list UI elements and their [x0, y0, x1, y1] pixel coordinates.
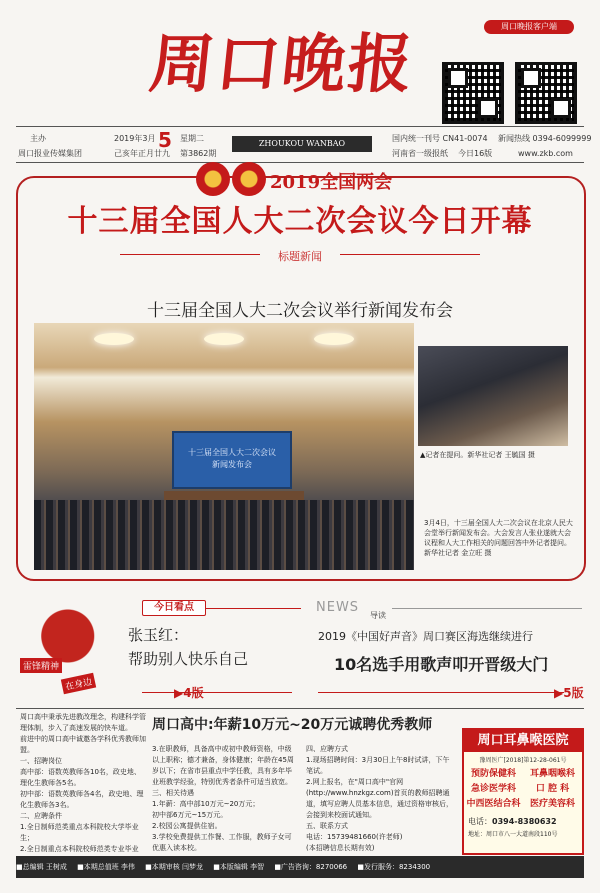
- date-day: 5: [158, 128, 172, 152]
- pages: 今日16版: [458, 149, 493, 158]
- footer-item: ■发行服务：8234300: [357, 863, 431, 871]
- ad-text: 电话：15739481660(许老师): [306, 833, 403, 841]
- ad-text: 周口高中秉承先进教改理念，构建科学管理体制，步入了高速发展的快车道。: [20, 713, 146, 732]
- ad-text: 三、相关待遇: [152, 789, 194, 797]
- qr-code-icon[interactable]: [515, 62, 577, 124]
- hospital-ad[interactable]: [462, 728, 584, 855]
- today-page-ref[interactable]: [174, 684, 204, 701]
- ad-text: 一、招聘岗位: [20, 757, 62, 765]
- ad-text: 初中部：语数英教师各4名，政史地、理化生教师各3名。: [20, 790, 144, 809]
- ad-headline[interactable]: 周口高中:年薪10万元~20万元诚聘优秀教师: [152, 717, 433, 733]
- hospital-name: 周口耳鼻喉医院: [464, 730, 582, 752]
- reporter-photo[interactable]: [418, 346, 568, 446]
- footer-item: ■广告咨询：8270066: [274, 863, 348, 871]
- screen-line: 十三届全国人大二次会议: [188, 448, 276, 457]
- service-item: 急诊医学科: [470, 784, 516, 794]
- press-conference-photo[interactable]: [34, 323, 414, 570]
- ad-text: 2.校园公寓提供住宿。: [152, 822, 222, 830]
- today-box: 今日看点: [142, 600, 206, 616]
- ad-column-2: [152, 744, 298, 854]
- issue-number: 第3862期: [180, 149, 217, 158]
- footer: [16, 856, 584, 878]
- page-ref-text: 4版: [183, 686, 204, 700]
- weekday: 星期二: [180, 134, 204, 143]
- footer-item: ■本期审核 闫梦龙: [145, 863, 203, 871]
- sponsor-label: 主办: [30, 134, 46, 143]
- ad-text: 1.现场招聘时间：3月30日上午8时试讲，下午笔试。: [306, 756, 450, 775]
- news-line-2[interactable]: 10名选手用歌声叩开晋级大门: [334, 655, 549, 674]
- headline[interactable]: 十三届全国人大二次会议今日开幕: [67, 204, 533, 239]
- date-year-month: 2019年3月: [114, 134, 156, 143]
- party-emblem-icon: [232, 162, 266, 196]
- ad-text: 3.学校免费提供工作餐、工作服，教师子女可优惠入读本校。: [152, 833, 292, 852]
- ad-text: 1.全日制师范类重点本科院校大学毕业生；: [20, 823, 139, 842]
- ad-text: 1.年薪：高中部10万元~20万元；: [152, 800, 260, 808]
- figure-sub: 在身边: [61, 673, 96, 695]
- phone-number[interactable]: 0394-8380632: [492, 817, 557, 826]
- service-item: 预防保健科: [470, 769, 516, 779]
- sponsor: 周口报业传媒集团: [18, 149, 82, 158]
- news-label: NEWS: [316, 600, 360, 615]
- lead-subhead[interactable]: 十三届全国人大二次会议举行新闻发布会: [147, 301, 453, 321]
- phone-label: 电话：: [468, 817, 492, 826]
- page-ref-text: 5版: [563, 686, 584, 700]
- arrow-right-icon: ▶: [554, 686, 564, 700]
- hotline: 新闻热线 0394-6099999: [498, 134, 592, 143]
- news-sub: 导读: [370, 611, 386, 620]
- ad-text: 3.在职教师，具备高中或初中教师资格，中级以上职称；德才兼备，身体健康；年龄在45周岁以下；在省市县重点中学任教，具有多年毕业班教学经验，特别优秀者条件可适当放宽。: [152, 745, 294, 786]
- ad-text: 高中部：语数英教师各10名，政史地、理化生教师各5名。: [20, 768, 141, 787]
- figure-tag: 雷锋精神: [20, 658, 62, 673]
- ad-text: 二、应聘条件: [20, 812, 62, 820]
- headline-tag: 标题新闻: [278, 250, 322, 263]
- stage-screen: [172, 431, 292, 489]
- screen-line: 新闻发布会: [212, 460, 252, 469]
- ad-text: (本招聘信息长期有效): [306, 844, 375, 852]
- website-link[interactable]: www.zkb.com: [518, 149, 573, 158]
- qr-code-icon[interactable]: [442, 62, 504, 124]
- service-item: 口 腔 科: [535, 784, 570, 794]
- cn-number: 国内统一刊号 CN41-0074: [392, 134, 488, 143]
- footer-item: ■总编辑 王树成: [16, 863, 67, 871]
- service-item: 耳鼻咽喉科: [529, 769, 575, 779]
- ad-column-1: [20, 712, 146, 866]
- app-label: 周口晚报客户端: [484, 20, 574, 34]
- hospital-permit: 豫周医广[2018]第12-28-061号: [479, 757, 567, 764]
- arrow-right-icon: ▶: [174, 686, 184, 700]
- hospital-address: 地址：周口市八一大道南段110号: [468, 831, 558, 838]
- ad-text: 四、应聘方式: [306, 745, 348, 753]
- ad-text: 初中部6万元~15万元。: [152, 811, 228, 819]
- footer-item: ■本期总值班 李伟: [77, 863, 135, 871]
- main-caption: 3月4日，十三届全国人大二次会议在北京人民大会堂举行新闻发布会。大会发言人张业遂就大会议程和人大工作相关的问题回答中外记者提问。新华社记者 金立旺 摄: [424, 519, 573, 557]
- service-item: 中西医结合科: [466, 799, 521, 809]
- footer-item: ■本版编辑 李智: [213, 863, 265, 871]
- news-page-ref[interactable]: [554, 684, 584, 701]
- event-banner: 2019全国两会: [270, 172, 393, 193]
- lunar-date: 己亥年正月廿九: [114, 149, 170, 158]
- national-emblem-icon: [196, 162, 230, 196]
- news-line-1[interactable]: 2019《中国好声音》周口赛区海选继续进行: [318, 630, 533, 643]
- service-item: 医疗美容科: [529, 799, 575, 809]
- ad-column-3: [306, 744, 456, 854]
- masthead-title: 周口晚报: [146, 27, 418, 102]
- ad-text: 前进中的周口高中诚邀各学科优秀教师加盟。: [20, 735, 146, 754]
- today-title-1[interactable]: 张玉红：: [128, 626, 189, 644]
- ad-text: 五、联系方式: [306, 822, 348, 830]
- english-name: ZHOUKOU WANBAO: [232, 136, 372, 152]
- permit: 河南省一级报纸: [392, 149, 448, 158]
- side-caption: ▲记者在提问。新华社记者 王毓国 摄: [420, 451, 535, 459]
- ad-text: 2.全日制重点本科院校师范类专业毕业: [20, 845, 139, 853]
- ad-text: 2.网上报名，在"周口高中"官网(http://www.hnzkgz.com)首页的教师招聘通道，填写应聘人员基本信息，通过资格审核后，会接到来校面试通知。: [306, 778, 453, 819]
- today-title-2[interactable]: 帮助别人快乐自己: [128, 650, 249, 668]
